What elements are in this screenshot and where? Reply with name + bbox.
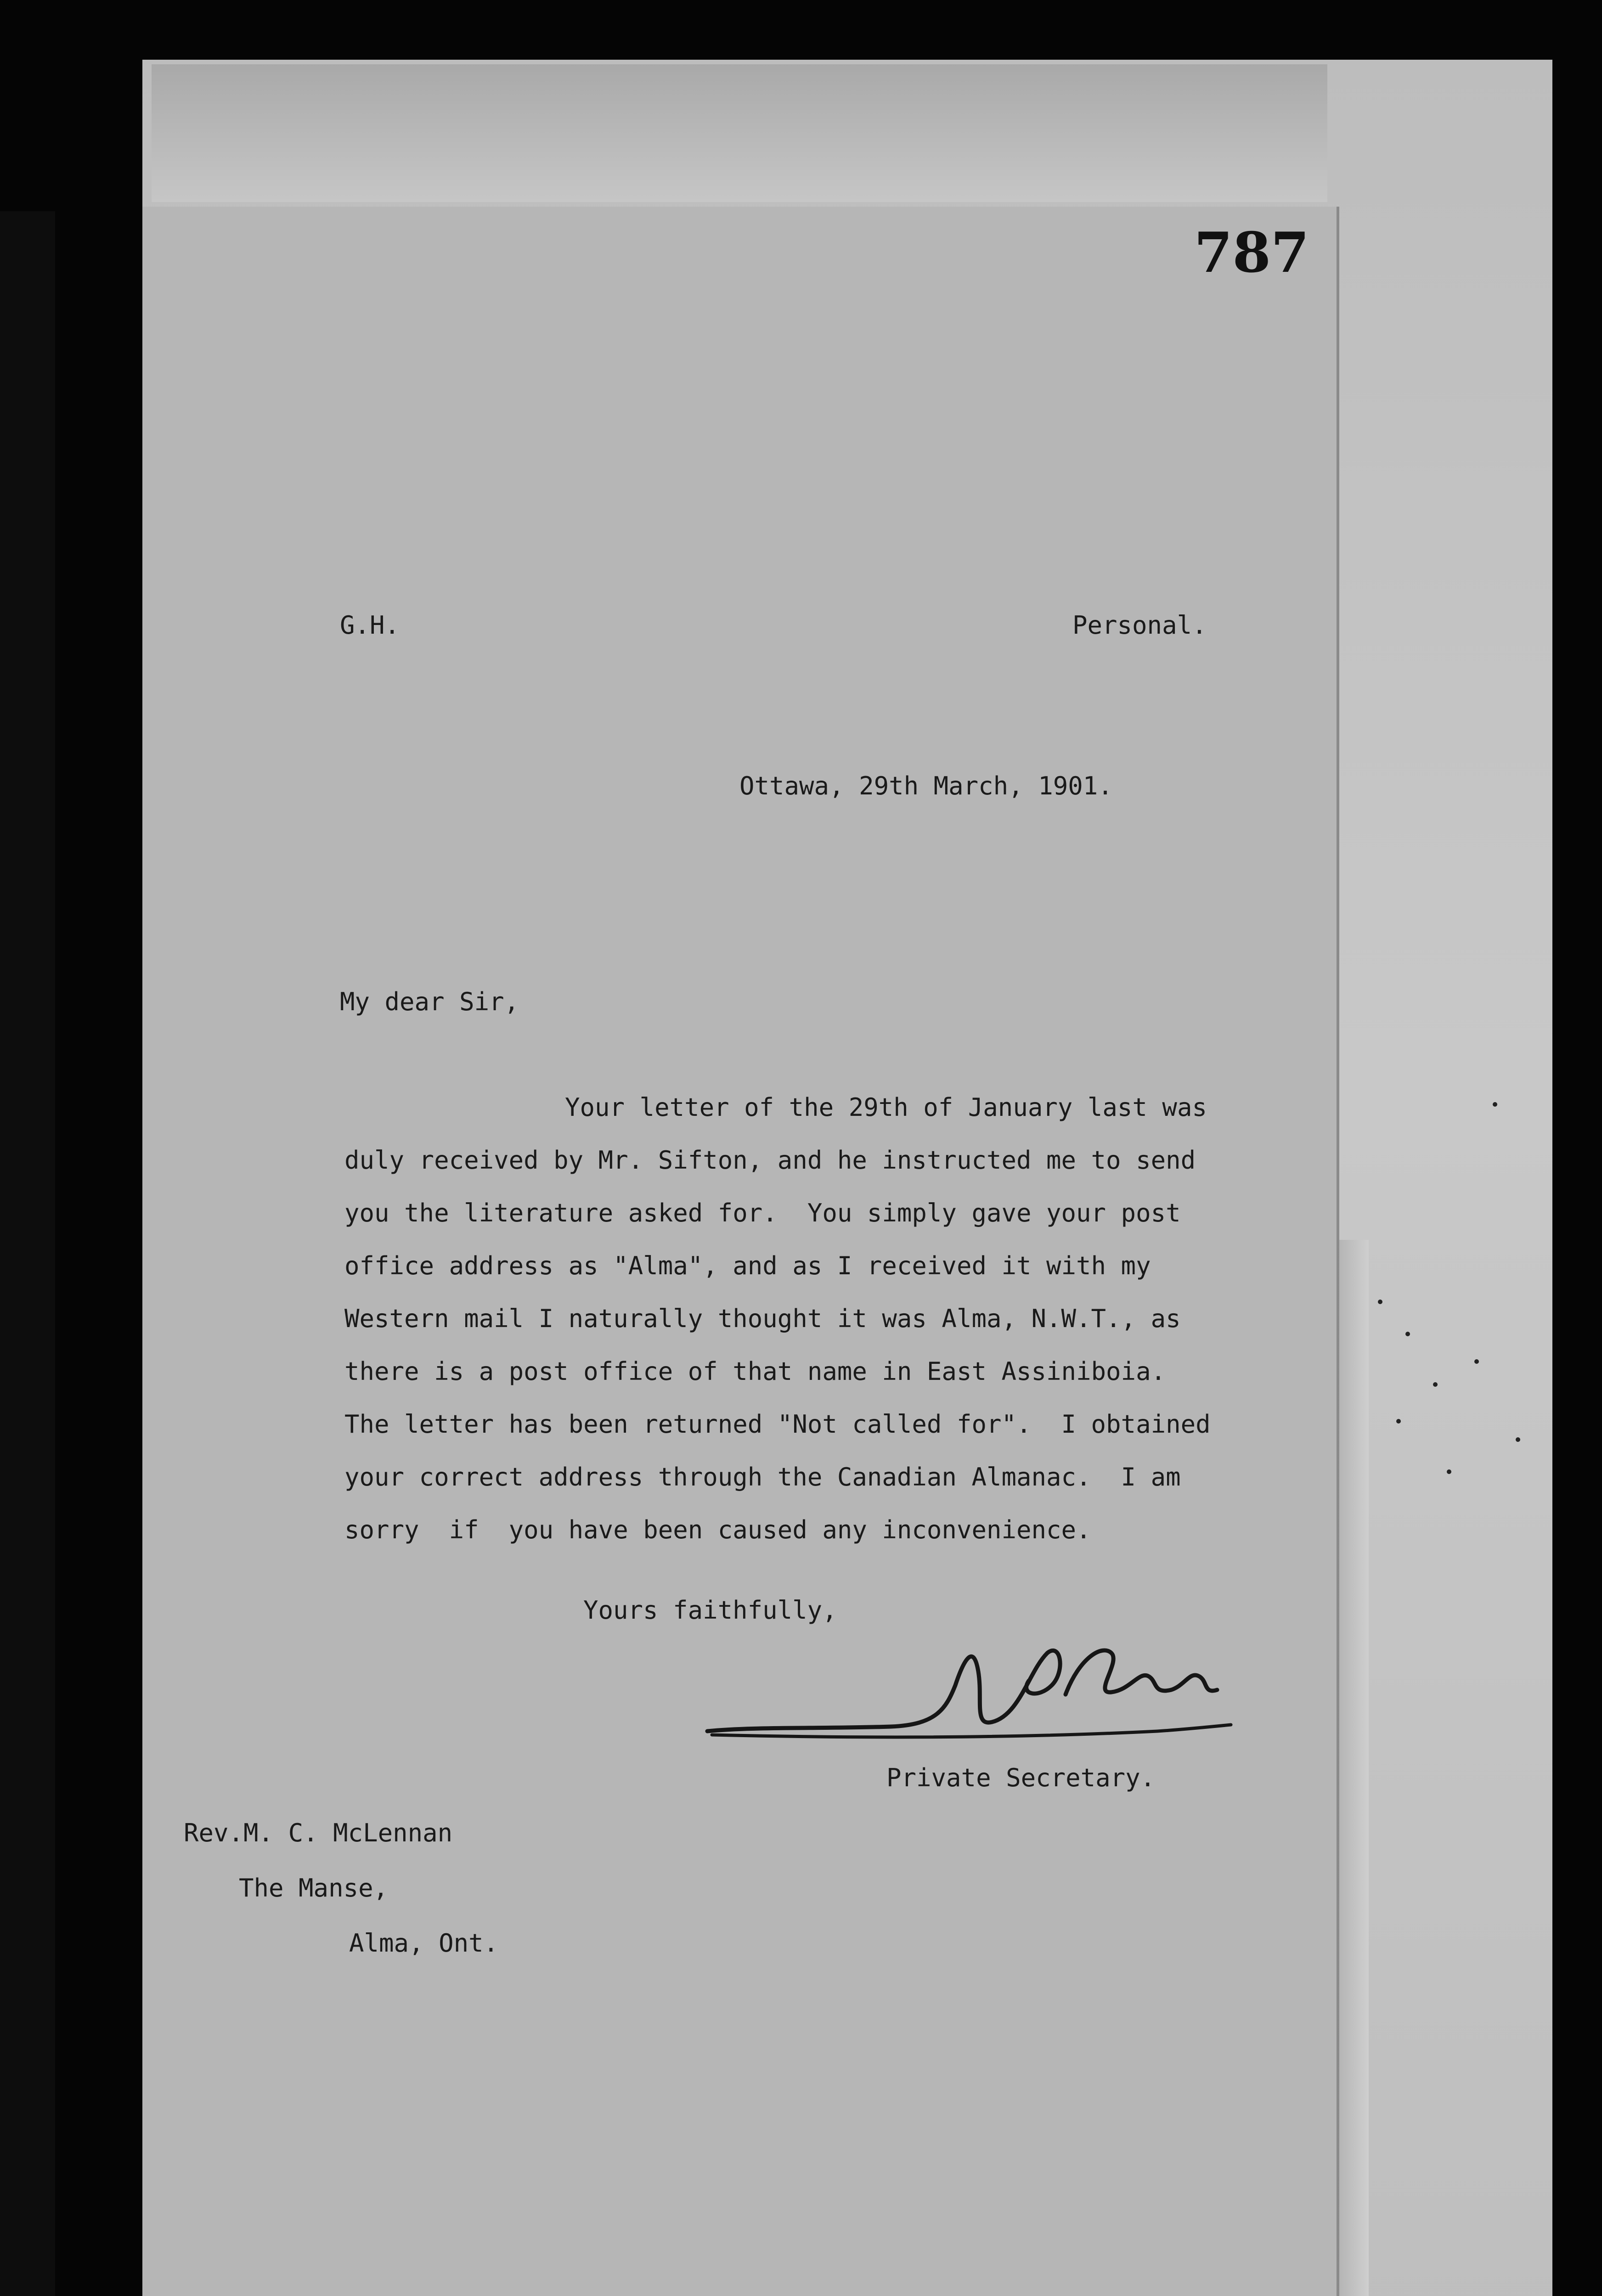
header-personal: Personal. <box>1072 611 1207 640</box>
signer-title: Private Secretary. <box>886 1763 1156 1792</box>
body-line: office address as "Alma", and as I received it with my <box>344 1251 1151 1280</box>
body-line: Western mail I naturally thought it was Alma, N.W.T., as <box>344 1304 1181 1333</box>
dateline: Ottawa, 29th March, 1901. <box>739 771 1113 800</box>
header-initials: G.H. <box>340 611 400 640</box>
body-line: duly received by Mr. Sifton, and he instructed me to send <box>344 1146 1196 1175</box>
body-line: you the literature asked for. You simply gave your post <box>344 1199 1181 1227</box>
addressee-line: The Manse, <box>239 1874 389 1902</box>
body-line: there is a post office of that name in East Assiniboia. <box>344 1357 1166 1386</box>
page-number: 787 <box>1194 220 1309 285</box>
body-line: Your letter of the 29th of January last was <box>565 1093 1207 1122</box>
left-film-edge <box>0 211 55 2296</box>
addressee-line: Rev.M. C. McLennan <box>184 1818 453 1847</box>
back-sheet-top-fold <box>152 64 1327 202</box>
body-line: sorry if you have been caused any inconvenience. <box>344 1515 1091 1544</box>
body-line: The letter has been returned "Not called for". I obtained <box>344 1410 1211 1439</box>
salutation: My dear Sir, <box>340 987 519 1016</box>
addressee-line: Alma, Ont. <box>349 1929 499 1958</box>
signature <box>698 1616 1240 1763</box>
body-line: your correct address through the Canadian Almanac. I am <box>344 1463 1181 1491</box>
closing: Yours faithfully, <box>583 1596 837 1625</box>
